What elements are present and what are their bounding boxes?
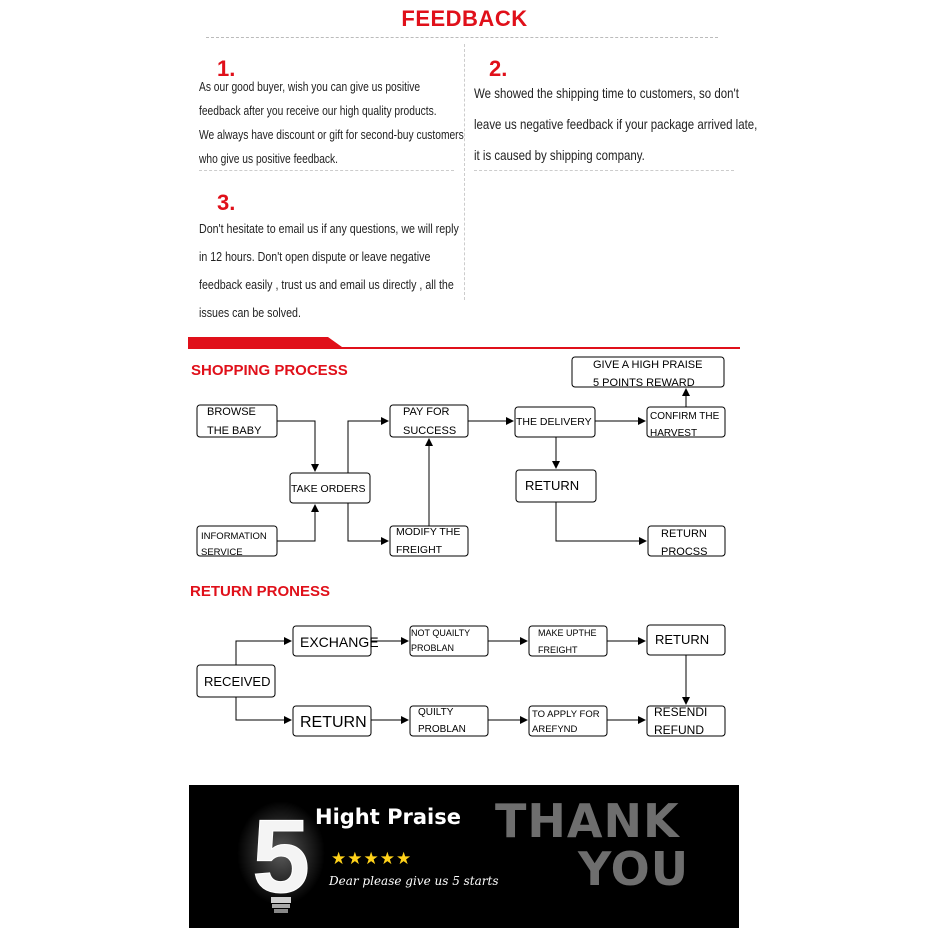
feedback-title: FEEDBACK [401, 6, 528, 31]
node-modify-line-1: MODIFY THE [396, 526, 461, 538]
big-number-5: 5 [252, 799, 310, 915]
node-praise-line-2: 5 POINTS REWARD [593, 377, 695, 389]
node-pay-line-2: SUCCESS [403, 425, 457, 437]
node-quality-line-1: QUILTY [418, 707, 454, 718]
node-return-bottom-label: RETURN [300, 714, 367, 731]
text-line: who give us positive feedback. [199, 152, 339, 166]
node-apply-line-1: TO APPLY FOR [532, 709, 600, 720]
text-line: We showed the shipping time to customers, so don't [474, 85, 739, 101]
text-line: Don't hesitate to email us if any questions, we will reply [199, 221, 459, 236]
node-exchange-label: EXCHANGE [300, 634, 379, 650]
node-return-top-label: RETURN [655, 632, 710, 647]
node-make-up-line-1: MAKE UPTHE [538, 628, 597, 638]
node-return-label: RETURN [525, 478, 580, 493]
node-delivery-label: THE DELIVERY [516, 416, 592, 428]
banner-heading: Hight Praise [315, 805, 461, 829]
node-received-label: RECEIVED [204, 674, 271, 689]
node-return-process-line-2: PROCSS [661, 546, 708, 558]
return-proness-title: RETURN PRONESS [190, 583, 331, 600]
node-pay-line-1: PAY FOR [403, 406, 450, 418]
feedback-item-1-number: 1. [217, 56, 236, 81]
node-info-line-1: INFORMATION [201, 531, 267, 542]
node-info-line-2: SERVICE [201, 547, 243, 558]
praise-banner [189, 785, 739, 928]
node-praise-line-1: GIVE A HIGH PRAISE [593, 359, 703, 371]
banner-subtitle: Dear please give us 5 starts [329, 874, 499, 888]
node-browse-line-2: THE BABY [207, 425, 262, 437]
node-modify-line-2: FREIGHT [396, 544, 443, 556]
text-line: feedback easily , trust us and email us directly , all the [199, 277, 454, 292]
feedback-item-2-number: 2. [489, 56, 508, 81]
node-resend-line-2: REFUND [654, 723, 704, 737]
text-line: in 12 hours. Don't open dispute or leave negative [199, 249, 431, 264]
text-line: issues can be solved. [199, 305, 301, 320]
node-not-quality-line-2: PROBLAN [411, 643, 455, 653]
text-line: We always have discount or gift for second-buy customers [199, 128, 464, 142]
you-text: YOU [578, 842, 690, 896]
star-rating: ★★★★★ [331, 849, 413, 868]
node-quality-line-2: PROBLAN [418, 724, 466, 735]
text-line: it is caused by shipping company. [474, 147, 645, 163]
node-take-orders-label: TAKE ORDERS [291, 483, 366, 495]
text-line: feedback after you receive our high quality products. [199, 104, 437, 118]
connector [236, 641, 291, 665]
node-not-quality-line-1: NOT QUAILTY [411, 628, 471, 638]
feedback-item-3-number: 3. [217, 190, 236, 215]
node-confirm-line-2: HARVEST [650, 428, 698, 439]
node-confirm-line-1: CONFIRM THE [650, 411, 720, 422]
node-apply-line-2: AREFYND [532, 724, 578, 735]
text-line: As our good buyer, wish you can give us positive [199, 80, 421, 94]
node-make-up-line-2: FREIGHT [538, 645, 578, 655]
text-line: leave us negative feedback if your package arrived late, [474, 116, 758, 132]
node-resend-line-1: RESENDI [654, 705, 708, 719]
shopping-process-title: SHOPPING PROCESS [191, 362, 348, 379]
node-browse-line-1: BROWSE [207, 406, 256, 418]
thank-text: THANK [495, 794, 680, 848]
node-return-process-line-1: RETURN [661, 528, 707, 540]
connector [236, 697, 291, 720]
